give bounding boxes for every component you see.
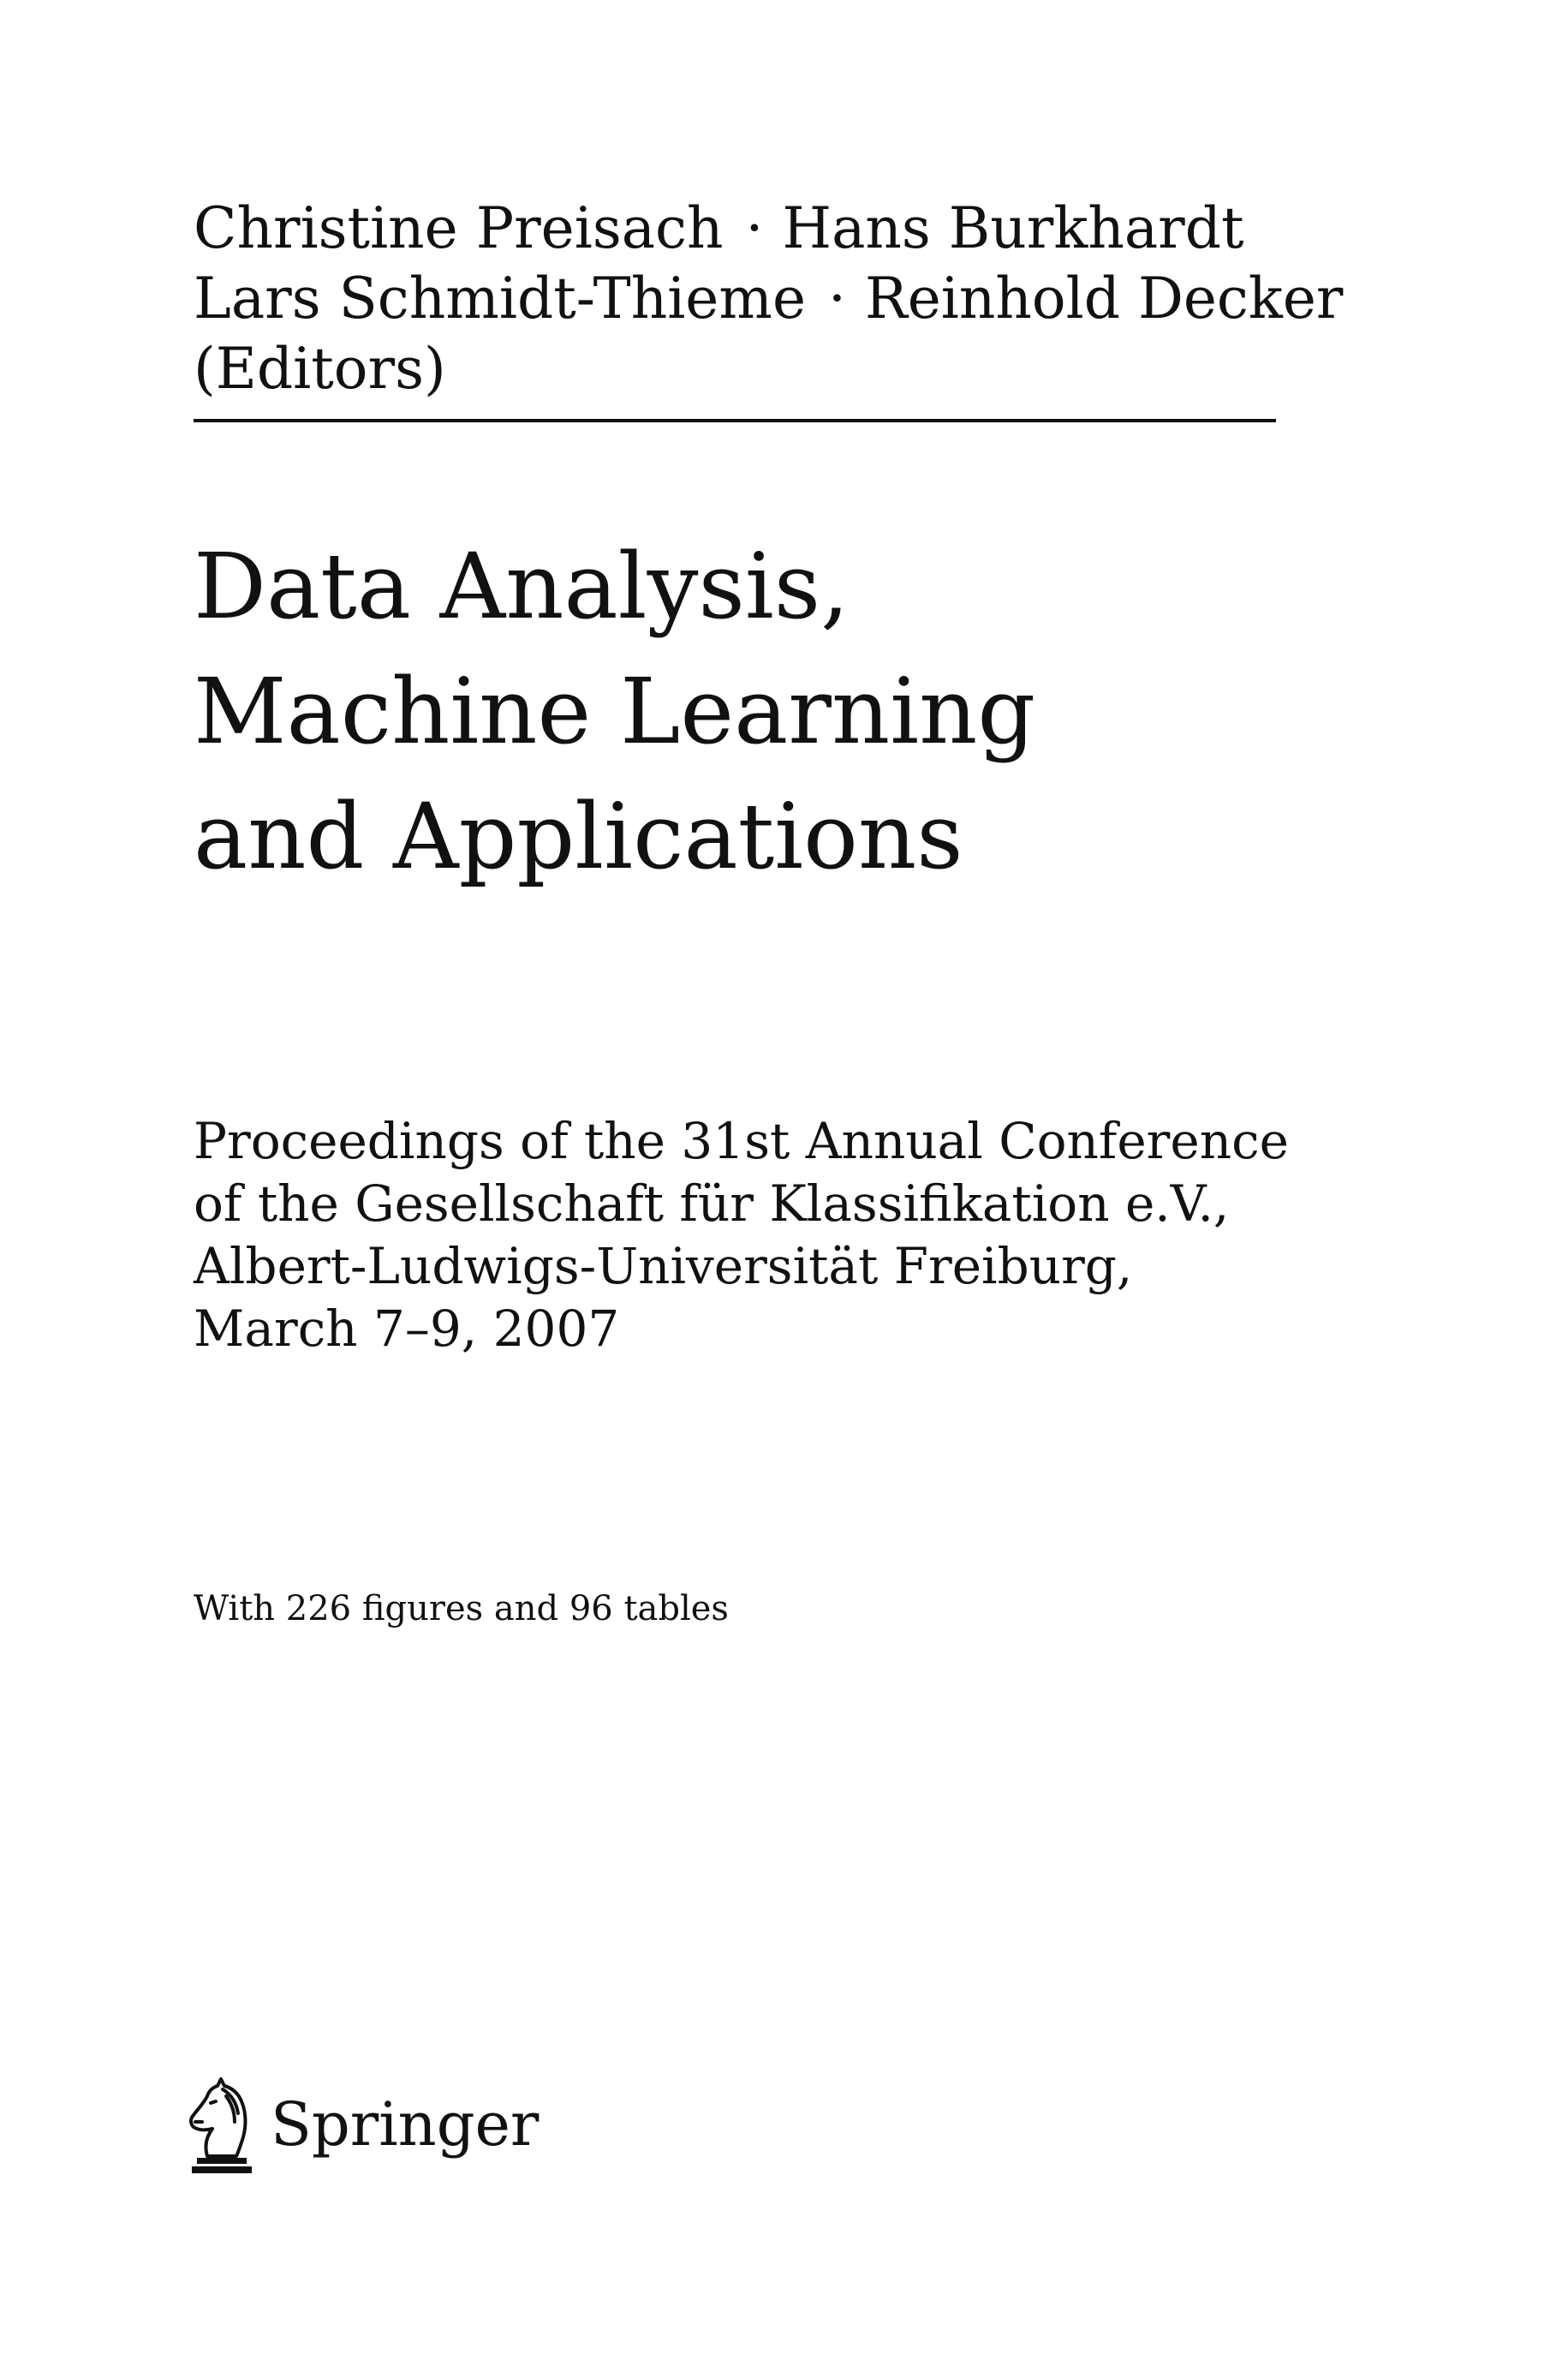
editors-line-2 [194,264,1344,334]
title-divider [194,419,1276,422]
book-title-line: and Applications [194,784,963,889]
book-title [194,524,1035,899]
editor-name: Lars Schmidt-Thieme [194,266,807,332]
chess-knight-logo-icon [182,2074,260,2175]
book-title-line: Data Analysis, [194,534,850,639]
subtitle-line: Proceedings of the 31st Annual Conference [194,1112,1289,1170]
book-title-line: Machine Learning [194,659,1036,764]
editors-role: (Editors) [194,336,446,402]
editors-line-1 [194,194,1307,264]
proceedings-subtitle [194,1110,1289,1360]
figures-tables-note: With 226 figures and 96 tables [194,1589,729,1628]
editors-block [194,194,1344,404]
publisher-name: Springer [271,2089,540,2160]
editor-name: Christine Preisach [194,195,724,261]
editor-name: Hans Burkhardt [782,195,1244,261]
subtitle-line: March 7–9, 2007 [194,1300,620,1358]
subtitle-line: Albert-Ludwigs-Universität Freiburg, [194,1237,1133,1295]
editor-name: Reinhold Decker [865,266,1344,332]
subtitle-line: of the Gesellschaft für Klassifikation e.V., [194,1174,1230,1233]
editor-separator: · [828,266,846,332]
editor-separator: · [745,195,764,261]
publisher-imprint [182,2073,539,2176]
